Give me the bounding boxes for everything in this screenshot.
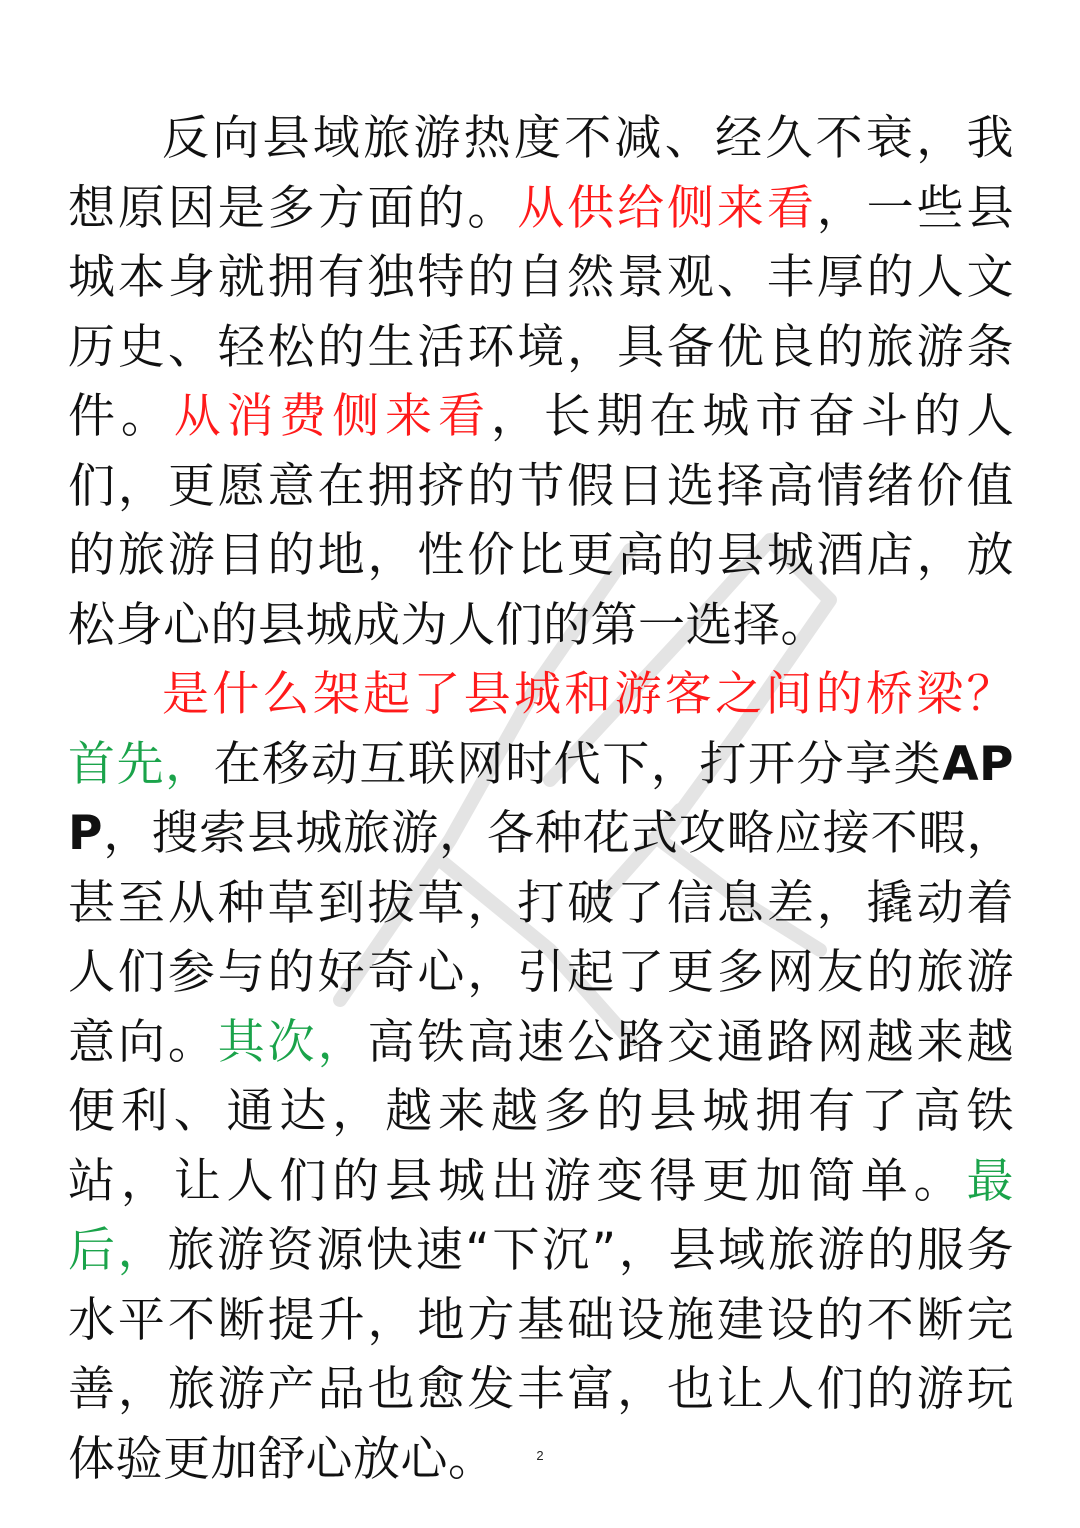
highlight-second: 其次， (217, 1014, 368, 1070)
article-body (68, 104, 1014, 1494)
highlight-supply-side: 从供给侧来看 (517, 180, 817, 236)
page-number: 2 (536, 1448, 544, 1463)
app-text: APP (68, 736, 1015, 861)
highlight-first: 首先， (68, 736, 214, 792)
text-segment: 高铁高速公路交通路网越来越便利、通达，越来越多的县城拥有了高铁站，让人们的县城出游变得更加简单。 (68, 1014, 1014, 1209)
highlight-question: 是什么架起了县城和游客之间的桥梁？ (162, 667, 1014, 722)
paragraph-1 (68, 104, 1014, 660)
text-segment: ，一些县城本身就拥有独特的自然景观、丰厚的人文历史、轻松的生活环境，具备优良的旅游条件。 (68, 180, 1014, 444)
text-segment: 旅游资源快速“下沉”，县域旅游的服务水平不断提升，地方基础设施建设的不断完善，旅游产品也愈发丰富，也让人们的游玩体验更加舒心放心。 (68, 1223, 1015, 1487)
highlight-last: 最后， (68, 1153, 1014, 1278)
paragraph-2 (68, 660, 1014, 1494)
text-segment: 反向县域旅游热度不减、经久不衰，我想原因是多方面的。 (68, 111, 1014, 236)
text-segment: 在移动互联网时代下，打开分享类 (213, 736, 943, 792)
text-segment: ，长期在城市奋斗的人们，更愿意在拥挤的节假日选择高情绪价值的旅游目的地，性价比更高的县城酒店，放松身心的县城成为人们的第一选择。 (68, 389, 1015, 653)
text-segment: ，搜索县城旅游，各种花式攻略应接不暇，甚至从种草到拔草，打破了信息差，撬动着人们参与的好奇心，引起了更多网友的旅游意向。 (68, 806, 1014, 1070)
highlight-consumer-side: 从消费侧来看 (173, 389, 491, 444)
